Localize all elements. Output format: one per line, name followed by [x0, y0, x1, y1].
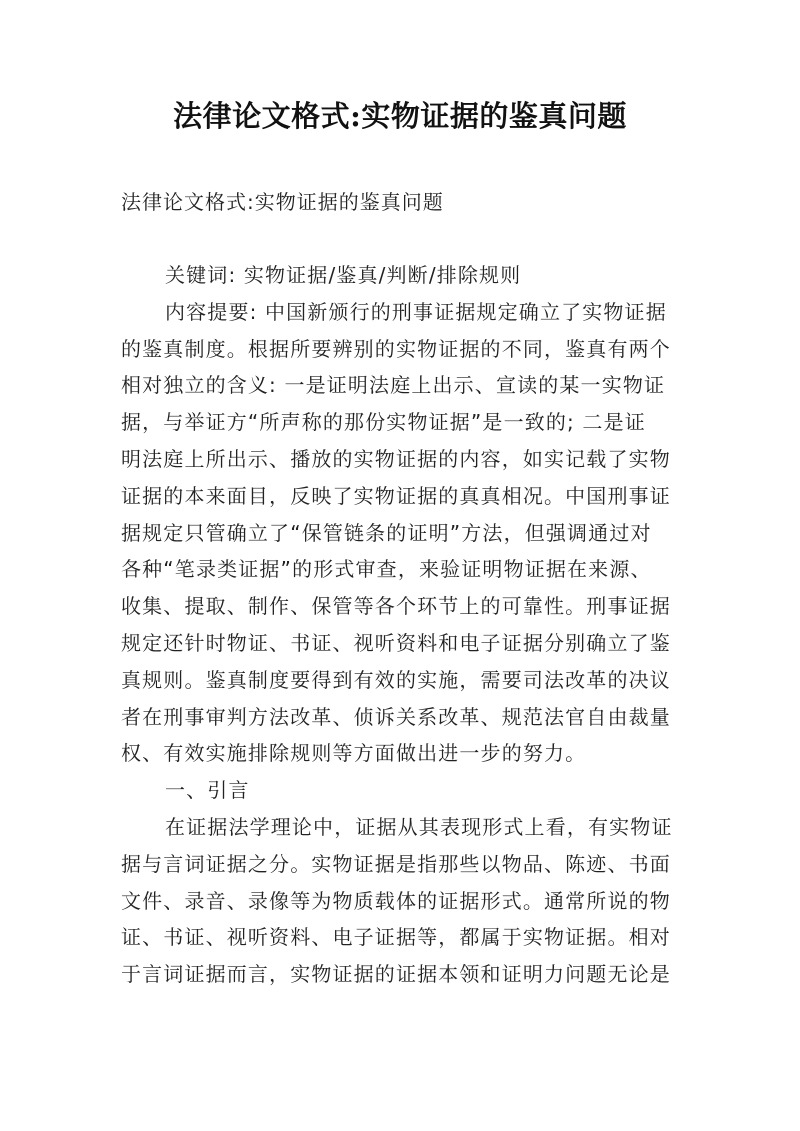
document-title: 法律论文格式:实物证据的鉴真问题	[173, 99, 627, 133]
document-body	[121, 257, 685, 993]
paragraph-line: 文件、录音、录像等为物质载体的证据形式。通常所说的物	[121, 888, 671, 913]
abstract-line: 证据的本来面目，反映了实物证据的真真相况。中国刑事证	[121, 483, 671, 508]
abstract-line: 相对独立的含义: 一是证明法庭上出示、宣读的某一实物证	[121, 373, 666, 398]
abstract-line: 的鉴真制度。根据所要辨别的实物证据的不同，鉴真有两个	[121, 336, 671, 361]
document-subtitle: 法律论文格式:实物证据的鉴真问题	[121, 190, 444, 214]
abstract-line: 者在刑事审判方法改革、侦诉关系改革、规范法官自由裁量	[121, 704, 671, 729]
abstract-line: 各种“笔录类证据”的形式审查，来验证明物证据在来源、	[121, 557, 652, 582]
abstract-line: 权、有效实施排除规则等方面做出进一步的努力。	[121, 741, 587, 766]
keywords-line: 关键词: 实物证据/鉴真/判断/排除规则	[165, 263, 522, 287]
abstract-line: 收集、提取、制作、保管等各个环节上的可靠性。刑事证据	[121, 594, 671, 619]
abstract-line: 真规则。鉴真制度要得到有效的实施，需要司法改革的决议	[121, 667, 671, 692]
paragraph-line: 在证据法学理论中，证据从其表现形式上看，有实物证	[165, 814, 673, 839]
abstract-line: 规定还针时物证、书证、视听资料和电子证据分别确立了鉴	[121, 630, 671, 655]
abstract-line: 据，与举证方“所声称的那份实物证据”是一致的; 二是证	[121, 410, 646, 435]
abstract-line: 据规定只管确立了“保管链条的证明”方法，但强调通过对	[121, 520, 652, 545]
section-heading: 一、引言	[165, 778, 250, 803]
abstract-line: 明法庭上所出示、播放的实物证据的内容，如实记载了实物	[121, 446, 671, 471]
paragraph-line: 据与言词证据之分。实物证据是指那些以物品、陈迹、书面	[121, 851, 671, 876]
paragraph-line: 于言词证据而言，实物证据的证据本领和证明力问题无论是	[121, 962, 671, 987]
abstract-line: 内容提要: 中国新颁行的刑事证据规定确立了实物证据	[165, 299, 667, 324]
paragraph-line: 证、书证、视听资料、电子证据等，都属于实物证据。相对	[121, 925, 671, 950]
